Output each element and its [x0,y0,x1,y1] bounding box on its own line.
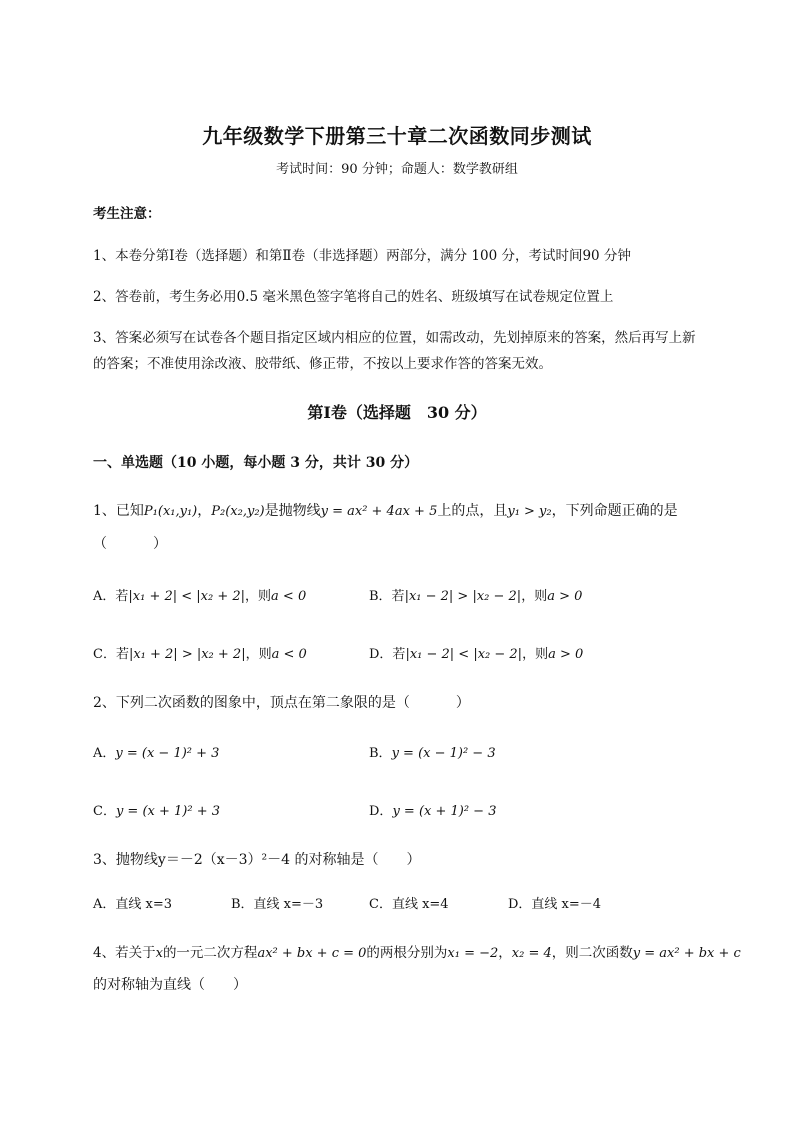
q4-prefix: 4、若关于 [93,945,156,961]
q2-paren-close: ） [455,695,470,711]
question-3-stem: 3、抛物线y＝－2（x－3）²－4 的对称轴是（ ） [93,852,421,868]
q2-option-b-math: y = (x − 1)² − 3 [391,746,496,761]
notice-line-3a: 3、答案必须写在试卷各个题目指定区域内相应的位置，如需改动，先划掉原来的答案，然后再写上新 [93,330,696,346]
q1-prefix: 1、已知 [93,503,144,519]
q1-option-c-math: |x₁ + 2| > |x₂ + 2| [128,647,246,662]
q1-point-1: P₁(x₁,y₁) [143,504,198,519]
q4-root-1: x₁ = −2 [447,946,499,961]
section-title: 第Ⅰ卷（选择题 30 分） [307,403,487,422]
question-4-stem [93,941,741,961]
notice-heading: 考生注意： [93,206,161,222]
q1-option-a-conclusion: a < 0 [271,589,307,604]
q1-option-b-then: ，则 [521,589,548,604]
q1-condition: y₁ > y₂ [507,504,552,519]
q1-mid: 是抛物线 [264,503,321,519]
q4-function: y = ax² + bx + c [632,946,741,961]
notice-line-1: 1、本卷分第Ⅰ卷（选择题）和第Ⅱ卷（非选择题）两部分，满分 100 分，考试时间90 分钟 [93,248,631,264]
q2-option-a-label: A． [93,746,116,761]
notice-line-3b: 的答案；不准使用涂改液、胶带纸、修正带，不按以上要求作答的答案无效。 [93,356,552,372]
question-1-stem [93,500,678,520]
page-title: 九年级数学下册第三十章二次函数同步测试 [202,124,592,148]
q1-option-d[interactable] [369,643,583,662]
exam-subtitle: 考试时间：90 分钟；命题人：数学教研组 [276,162,518,177]
q3-option-c[interactable]: C．直线 x=4 [369,897,449,912]
q1-option-c[interactable] [93,643,307,662]
q2-option-c-math: y = (x + 1)² + 3 [115,804,220,819]
q1-sep: ， [197,503,212,519]
q4-mid3: ，则二次函数 [551,945,633,961]
q3-option-b[interactable]: B．直线 x=－3 [231,897,324,912]
q1-parabola: y = ax² + 4ax + 5 [320,504,438,519]
q2-option-b[interactable] [369,742,496,761]
q2-option-c-label: C． [93,804,116,819]
question-4-line-2: 的对称轴为直线（ ） [93,977,247,993]
q1-option-c-then: ，则 [245,647,272,662]
q3-option-d[interactable]: D．直线 x=－4 [508,897,602,912]
q3-option-a[interactable]: A．直线 x=3 [93,897,173,912]
q1-option-b-math: |x₁ − 2| > |x₂ − 2| [404,589,522,604]
q1-paren-open: （ [93,536,107,552]
q1-mid2: 上的点，且 [437,503,508,519]
q1-option-d-label: D．若 [369,647,406,662]
q4-var: x [155,946,163,961]
q1-option-d-conclusion: a > 0 [548,647,584,662]
q1-option-a-then: ，则 [245,589,272,604]
q1-option-a-label: A．若 [93,589,129,604]
q1-suffix: ，下列命题正确的是 [551,503,678,519]
q1-option-c-label: C．若 [93,647,129,662]
q1-point-2: P₂(x₂,y₂) [211,504,265,519]
q2-option-d-label: D． [369,804,393,819]
q4-equation: ax² + bx + c = 0 [257,946,367,961]
q2-stem-text: 2、下列二次函数的图象中，顶点在第二象限的是（ [93,695,410,711]
q2-option-b-label: B． [369,746,392,761]
q4-sep: ， [498,945,512,961]
q4-root-2: x₂ = 4 [511,946,552,961]
q1-option-d-math: |x₁ − 2| < |x₂ − 2| [405,647,523,662]
q1-option-d-then: ，则 [522,647,549,662]
q2-option-c[interactable] [93,800,220,819]
question-2-stem [93,692,470,712]
q1-option-b-conclusion: a > 0 [547,589,583,604]
part-title: 一、单选题（10 小题，每小题 3 分，共计 30 分） [93,455,419,471]
q4-mid: 的一元二次方程 [162,945,258,961]
q1-option-a-math: |x₁ + 2| < |x₂ + 2| [128,589,246,604]
q1-option-c-conclusion: a < 0 [271,647,307,662]
q2-option-a-math: y = (x − 1)² + 3 [115,746,220,761]
question-1-answer-paren [93,533,167,553]
q1-option-b[interactable] [369,585,582,604]
q2-option-d[interactable] [369,800,496,819]
q2-option-a[interactable] [93,742,219,761]
q1-option-a[interactable] [93,585,306,604]
q1-option-b-label: B．若 [369,589,405,604]
notice-line-2: 2、答卷前，考生务必用0.5 毫米黑色签字笔将自己的姓名、班级填写在试卷规定位置上 [93,289,614,305]
q2-option-d-math: y = (x + 1)² − 3 [392,804,497,819]
q1-paren-close: ） [153,536,167,552]
q4-mid2: 的两根分别为 [366,945,448,961]
